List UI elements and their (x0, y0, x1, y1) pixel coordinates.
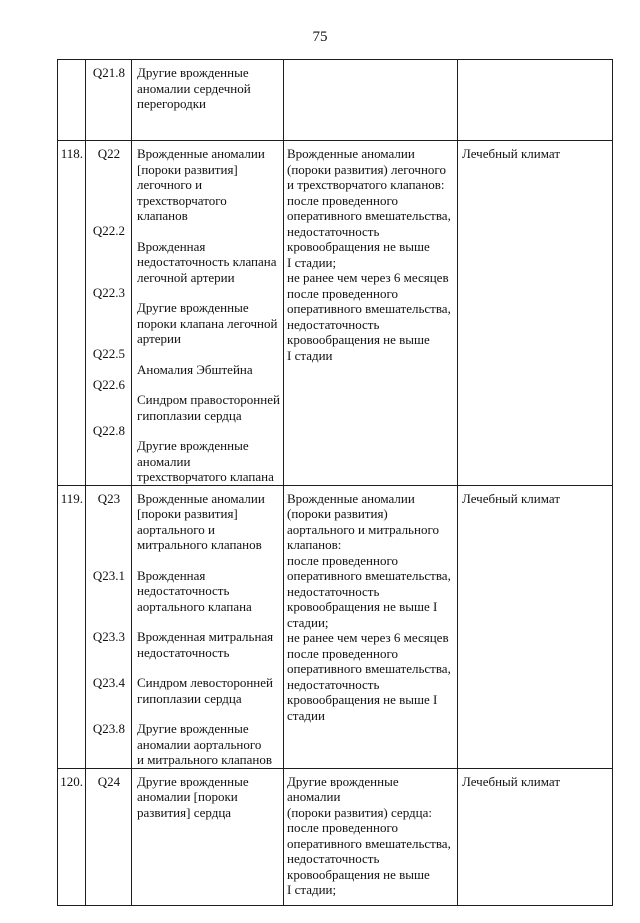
diagnosis-name-line: Врожденная (137, 238, 206, 254)
diagnosis-name-line: Аномалия Эбштейна (137, 361, 253, 377)
diagnosis-name-item (135, 146, 280, 224)
diagnosis-name-line: Врожденные аномалии (137, 490, 265, 506)
spacer-line (90, 454, 128, 470)
condition-line: после проведенного (287, 285, 398, 301)
spacer-line (90, 805, 128, 821)
diagnosis-name-item (135, 438, 280, 485)
spacer-line (90, 300, 128, 316)
diagnosis-name-line: аортального клапана (137, 598, 252, 614)
diagnosis-name-line: трехстворчатого клапана (137, 469, 274, 484)
condition-line: после проведенного (287, 552, 398, 568)
spacer-line (90, 537, 128, 553)
diagnosis-name-line: митрального клапанов (137, 537, 262, 552)
icd-codes-cell (86, 60, 132, 141)
icd-code: Q22.2 (92, 223, 126, 238)
condition-line: не ранее чем через 6 месяцев (287, 630, 449, 645)
icd-code-item (90, 377, 128, 408)
condition-line: (пороки развития) сердца: (287, 804, 432, 820)
diagnosis-name-item (135, 239, 280, 286)
condition-line: недостаточность (287, 316, 380, 332)
diagnosis-name-line: Врожденная (137, 567, 206, 583)
icd-code-item (90, 629, 128, 660)
icd-code: Q22.3 (92, 284, 126, 300)
condition-line: аортального и митрального (287, 521, 439, 537)
diagnosis-name-line: Врожденные аномалии (137, 146, 265, 161)
icd-code: Q23 (97, 490, 121, 506)
diagnosis-name-line: гипоплазии сердца (137, 690, 242, 706)
condition-line: (пороки развития) легочного (287, 161, 446, 177)
treatment-cell (458, 141, 613, 486)
icd-code-item (90, 423, 128, 470)
table-row (58, 485, 613, 768)
diagnosis-name-line: Другие врожденные (137, 721, 249, 736)
spacer-line (90, 96, 128, 112)
condition-line: после проведенного (287, 820, 398, 835)
diagnosis-name-item (135, 491, 280, 553)
condition-line: кровообращения не выше I (287, 692, 438, 707)
icd-code-item (90, 285, 128, 332)
spacer-line (90, 162, 128, 178)
diagnosis-name-line: легочной артерии (137, 269, 235, 285)
treatment-text: Лечебный климат (462, 773, 561, 789)
icd-code: Q22.5 (92, 346, 126, 361)
diagnosis-name-line: развития] сердца (137, 804, 232, 820)
diagnosis-name-item (135, 300, 280, 347)
spacer-line (90, 239, 128, 255)
condition-cell (284, 485, 458, 768)
condition-line: кровообращения не выше (287, 239, 430, 254)
condition-line: оперативного вмешательства, (287, 301, 451, 316)
icd-code-item (90, 223, 128, 270)
spacer-line (90, 81, 128, 97)
diagnosis-name-line: гипоплазии сердца (137, 407, 242, 423)
treatment-cell (458, 60, 613, 141)
diagnosis-name-line: Другие врожденные (137, 300, 249, 315)
icd-code: Q23.3 (92, 629, 126, 644)
diagnosis-name-item (135, 774, 280, 821)
diagnosis-name-line: аортального и (137, 521, 215, 537)
condition-line: оперативного вмешательства, (287, 661, 451, 676)
treatment-cell (458, 768, 613, 905)
diagnosis-name-line: Синдром левосторонней (137, 675, 273, 690)
condition-line: стадии (287, 707, 325, 723)
diagnosis-name-item (135, 675, 280, 706)
diagnosis-name-line: и митрального клапанов (137, 752, 272, 767)
diagnosis-name-line: легочного и (137, 177, 203, 192)
row-number (58, 60, 86, 141)
diagnosis-name-line: пороки клапана легочной (137, 315, 278, 331)
condition-line: после проведенного (287, 645, 398, 661)
spacer-line (90, 522, 128, 538)
spacer-line (90, 193, 128, 209)
spacer-line (90, 177, 128, 193)
spacer-line (90, 583, 128, 599)
diagnosis-name-line: Врожденная митральная (137, 629, 274, 644)
icd-code: Q23.8 (92, 721, 126, 736)
condition-line: и трехстворчатого клапанов: (287, 177, 445, 192)
condition-line: недостаточность (287, 851, 380, 866)
diagnosis-name-line: артерии (137, 331, 181, 346)
diagnosis-name-line: Другие врожденные (137, 65, 249, 80)
spacer-line (90, 438, 128, 454)
spacer-line (90, 752, 128, 768)
icd-codes-cell (86, 768, 132, 905)
condition-line: оперативного вмешательства, (287, 208, 451, 223)
icd-code-item (90, 146, 128, 208)
condition-line: недостаточность (287, 583, 380, 599)
diagnosis-name-line: аномалии аортального (137, 736, 262, 752)
icd-code-item (90, 675, 128, 706)
condition-line: Врожденные аномалии (287, 146, 415, 161)
table-row (58, 60, 613, 141)
icd-code-item (90, 774, 128, 821)
icd-code: Q23.4 (92, 675, 126, 690)
diagnosis-names-cell (132, 768, 284, 905)
icd-codes-cell (86, 141, 132, 486)
diagnosis-table (57, 59, 613, 906)
diagnosis-name-line: аномалии сердечной (137, 80, 251, 96)
diagnosis-name-line: [пороки развития] (137, 161, 238, 177)
page-number: 75 (312, 29, 328, 45)
treatment-text: Лечебный климат (462, 146, 561, 161)
diagnosis-name-line: [пороки развития] (137, 506, 238, 521)
diagnosis-name-item (135, 568, 280, 615)
diagnosis-name-line: перегородки (137, 96, 207, 111)
diagnosis-name-line: недостаточность клапана (137, 254, 277, 269)
icd-code-item (90, 346, 128, 362)
condition-line: клапанов: (287, 537, 342, 552)
diagnosis-name-item (135, 629, 280, 660)
icd-code: Q21.8 (92, 65, 126, 80)
diagnosis-name-line: Другие врожденные (137, 438, 249, 453)
condition-line: Врожденные аномалии (287, 490, 415, 506)
diagnosis-names-cell (132, 141, 284, 486)
condition-line: кровообращения не выше (287, 866, 430, 882)
condition-line: оперативного вмешательства, (287, 835, 451, 851)
spacer-line (90, 254, 128, 270)
table-row (58, 768, 613, 905)
row-number: 120. (58, 768, 86, 905)
condition-cell (284, 768, 458, 905)
diagnosis-names-cell (132, 485, 284, 768)
diagnosis-name-item (135, 362, 280, 378)
diagnosis-name-line: аномалии [пороки (137, 789, 238, 804)
diagnosis-name-line: Синдром правосторонней (137, 392, 280, 407)
diagnosis-name-item (135, 392, 280, 423)
row-number: 118. (58, 141, 86, 486)
spacer-line (90, 316, 128, 332)
condition-line: не ранее чем через 6 месяцев (287, 270, 449, 285)
condition-line: стадии; (287, 614, 329, 630)
spacer-line (90, 599, 128, 615)
diagnosis-name-line: аномалии (137, 453, 191, 469)
icd-code: Q24 (97, 773, 121, 789)
spacer-line (90, 392, 128, 408)
icd-code-item (90, 491, 128, 553)
icd-code-item (90, 568, 128, 615)
icd-codes-cell (86, 485, 132, 768)
icd-code-item (90, 65, 128, 112)
diagnosis-names-cell (132, 60, 284, 141)
diagnosis-name-item (135, 65, 280, 112)
treatment-cell (458, 485, 613, 768)
condition-cell (284, 60, 458, 141)
diagnosis-name-line: трехстворчатого клапанов (137, 192, 227, 223)
condition-line: кровообращения не выше (287, 332, 430, 347)
diagnosis-name-item (135, 721, 280, 768)
condition-line: I стадии (287, 347, 333, 363)
condition-line: после проведенного (287, 192, 398, 208)
treatment-text: Лечебный климат (462, 490, 561, 506)
condition-line: I стадии; (287, 882, 337, 897)
condition-line: I стадии; (287, 254, 337, 270)
spacer-line (90, 691, 128, 707)
spacer-line (90, 506, 128, 522)
diagnosis-name-line: Другие врожденные (137, 773, 249, 789)
condition-line: недостаточность (287, 223, 380, 239)
condition-line: оперативного вмешательства, (287, 568, 451, 583)
icd-code: Q22.6 (92, 376, 126, 392)
table-row (58, 141, 613, 486)
condition-line: кровообращения не выше I (287, 599, 438, 614)
icd-code-item (90, 721, 128, 768)
diagnosis-name-line: недостаточность (137, 644, 230, 660)
spacer-line (90, 737, 128, 753)
spacer-line (90, 789, 128, 805)
icd-code: Q22.8 (92, 422, 126, 438)
spacer-line (90, 645, 128, 661)
condition-line: недостаточность (287, 676, 380, 692)
icd-code: Q23.1 (92, 567, 126, 583)
icd-code: Q22 (97, 146, 121, 161)
condition-line: (пороки развития) (287, 506, 388, 521)
condition-cell (284, 141, 458, 486)
row-number: 119. (58, 485, 86, 768)
condition-line: Другие врожденные аномалии (287, 773, 399, 804)
diagnosis-name-line: недостаточность (137, 583, 230, 598)
